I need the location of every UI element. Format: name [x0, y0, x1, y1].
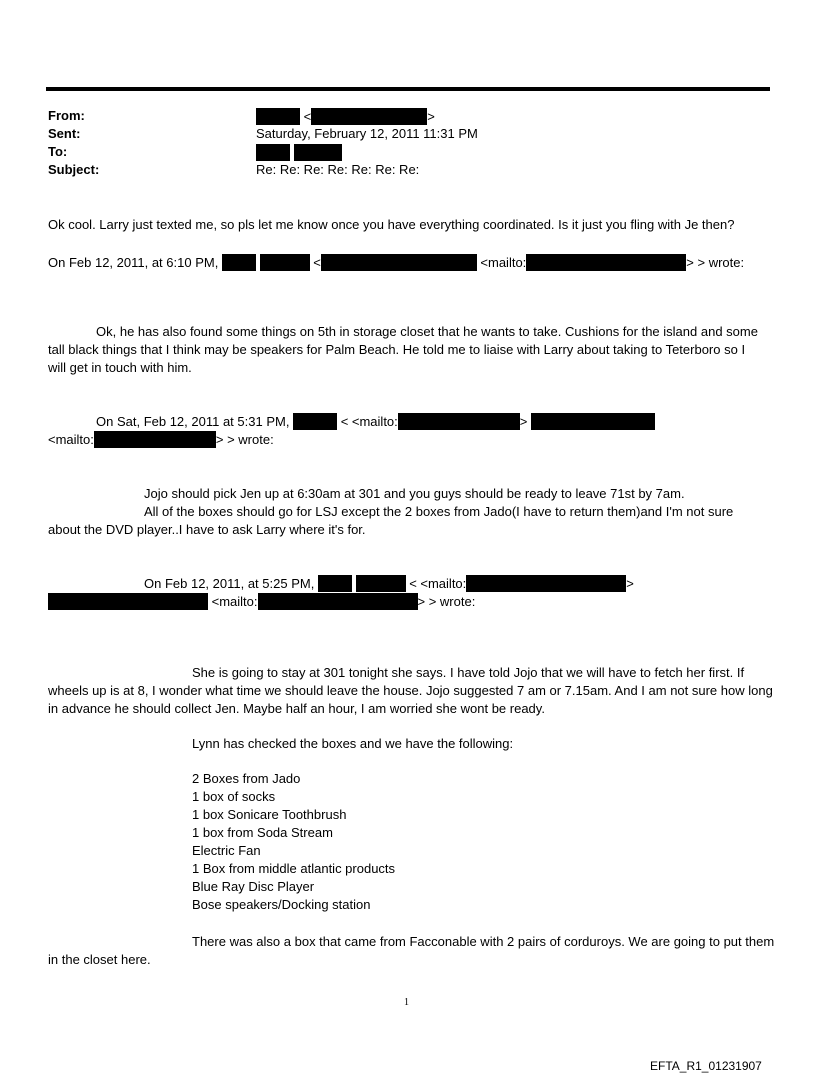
sent-value: Saturday, February 12, 2011 11:31 PM — [256, 126, 478, 141]
document-id: EFTA_R1_01231907 — [650, 1059, 762, 1073]
to-label: To: — [48, 144, 68, 159]
redaction-block — [311, 108, 427, 125]
redaction-block — [318, 575, 352, 592]
reply-text: Ok cool. Larry just texted me, so pls let me know once you have everything coordinated. Is it just you fling with Je then? — [48, 217, 735, 232]
redaction-block — [258, 593, 418, 610]
quote3-header-line1: On Feb 12, 2011, at 5:25 PM, < <mailto: > — [144, 576, 634, 591]
redaction-block — [531, 413, 655, 430]
redaction-block — [526, 254, 686, 271]
to-value — [256, 144, 342, 161]
list-item: 1 Box from middle atlantic products — [192, 861, 396, 876]
page-number: 1 — [404, 997, 409, 1008]
list-item: Blue Ray Disc Player — [192, 879, 315, 894]
quote1-text: Ok, he has also found some things on 5th in storage closet that he wants to take. Cushions for the island and some tall black things that I think may be speakers for Palm Beach. He told me to liaise with Larry about taking to Teterboro so I will get in touch with him. — [48, 324, 758, 375]
quote2-line2: All of the boxes should go for LSJ except the 2 boxes from Jado(I have to return them)and I'm not sure about the DVD player..I have to ask Larry where it's for. — [48, 504, 734, 537]
redaction-block — [398, 413, 520, 430]
quote3-para2: There was also a box that came from Facconable with 2 pairs of corduroys. We are going to put them in the closet here. — [48, 934, 775, 967]
redaction-block — [260, 254, 310, 271]
redaction-block — [222, 254, 256, 271]
redaction-block — [356, 575, 406, 592]
quote2-header-line2: <mailto: > > wrote: — [48, 432, 274, 447]
redaction-block — [256, 108, 300, 125]
list-item: 2 Boxes from Jado — [192, 771, 301, 786]
list-item: Bose speakers/Docking station — [192, 897, 371, 912]
list-item: Electric Fan — [192, 843, 261, 858]
redaction-block — [321, 254, 477, 271]
sent-label: Sent: — [48, 126, 81, 141]
quote3-list-intro: Lynn has checked the boxes and we have the following: — [192, 736, 514, 751]
quote2-header-line1: On Sat, Feb 12, 2011 at 5:31 PM, < <mailto: > — [96, 413, 655, 430]
header-rule — [46, 87, 770, 91]
quote3-header-line2: <mailto: > > wrote: — [48, 593, 475, 610]
subject-label: Subject: — [48, 162, 100, 177]
redaction-block — [293, 413, 337, 430]
redaction-block — [294, 144, 342, 161]
quote3-para1: She is going to stay at 301 tonight she says. I have told Jojo that we will have to fetch her first. If wheels up is at 8, I wonder what time we should leave the house. Jojo suggested 7 am or 7.15am. And I am not sure how long in advance he should collect Jen. Maybe half an hour, I am worried she wont be ready. — [48, 665, 773, 716]
list-item: 1 box Sonicare Toothbrush — [192, 807, 347, 822]
redaction-block — [256, 144, 290, 161]
quote2-line1: Jojo should pick Jen up at 6:30am at 301 and you guys should be ready to leave 71st by 7am. — [144, 486, 685, 501]
from-label: From: — [48, 108, 85, 123]
list-item: 1 box from Soda Stream — [192, 825, 333, 840]
quote1-header: On Feb 12, 2011, at 6:10 PM, < <mailto: > > wrote: — [48, 255, 745, 270]
redaction-block — [94, 431, 216, 448]
from-value: < > — [256, 108, 435, 125]
list-item: 1 box of socks — [192, 789, 276, 804]
redaction-block — [466, 575, 626, 592]
redaction-block — [48, 593, 208, 610]
subject-value: Re: Re: Re: Re: Re: Re: Re: — [256, 162, 420, 177]
